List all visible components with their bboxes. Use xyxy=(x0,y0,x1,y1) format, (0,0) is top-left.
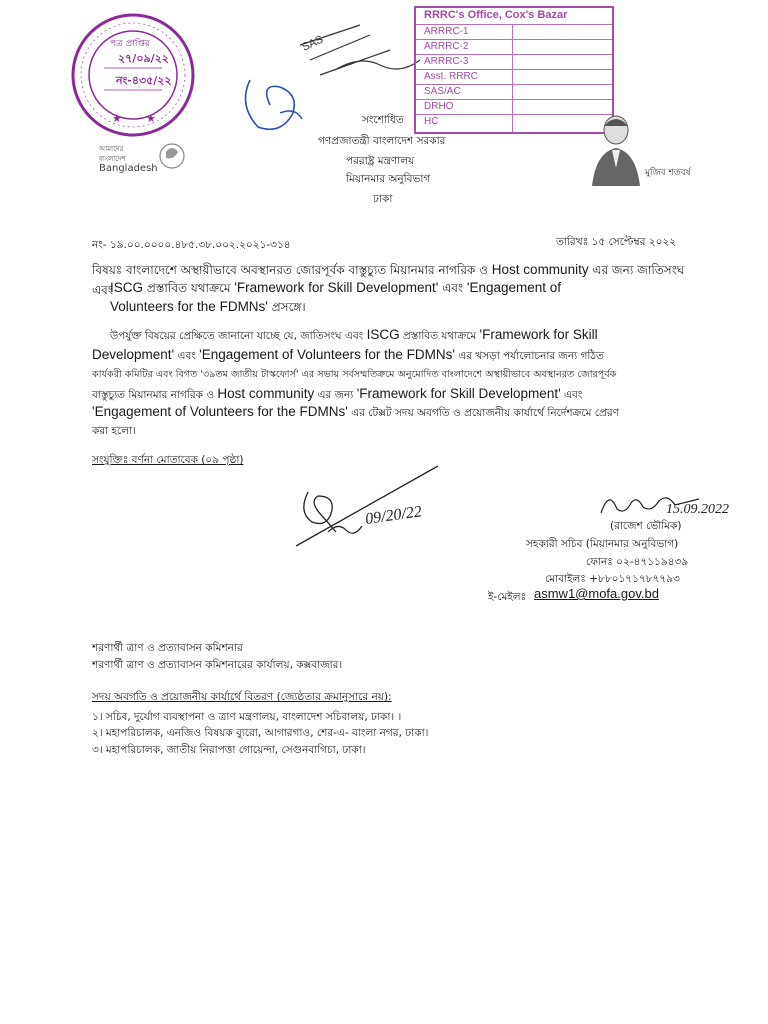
subject-text: 'Framework for Skill Development' xyxy=(234,280,439,295)
rrrc-row xyxy=(416,84,612,100)
body-text: বাস্তুচ্যুত মিয়ানমার নাগরিক ও xyxy=(92,389,218,401)
body-text: উপর্যুক্ত বিষয়ের প্রেক্ষিতে জানানো যাচ্ছে যে, জাতিসংঘ এবং xyxy=(110,330,367,342)
subject-text: Host community xyxy=(491,262,589,277)
subject-text: প্রসঙ্গে। xyxy=(267,300,306,314)
rrrc-row-label: SAS/AC xyxy=(424,86,461,97)
signer-mobile: মোবাইলঃ +৮৮০১৭১৭৮৭৭৯৩ xyxy=(545,573,680,585)
body-text: 'Engagement of Volunteers for the FDMNs' xyxy=(92,404,348,419)
body-text: এর জন্য xyxy=(314,389,357,401)
recipient-title: শরণার্থী ত্রাণ ও প্রত্যাবাসন কমিশনার xyxy=(92,642,243,654)
subject-text: ISCG xyxy=(110,280,144,295)
body-text: এর টেক্সট সদয় অবগতি ও প্রয়োজনীয় কার্যার্থে নির্দেশক্রমে প্রেরণ xyxy=(347,407,619,419)
seal-number: নং-৪৩৫/২২ xyxy=(116,74,172,87)
rrrc-row-label: ARRRC-2 xyxy=(424,41,469,52)
subject-text: এর জন্য জাতিসংঘ এবং xyxy=(92,263,685,297)
body-text: Development' xyxy=(92,347,175,362)
body-text: ISCG xyxy=(366,327,400,342)
recipient-office: শরণার্থী ত্রাণ ও প্রত্যাবাসন কমিশনারের কার্যালয়, কক্সবাজার। xyxy=(92,659,343,671)
subject-text: প্রস্তাবিত যথাক্রমে xyxy=(143,281,235,295)
body-text: 'Engagement of Volunteers for the FDMNs' xyxy=(199,347,455,362)
svg-text:★: ★ xyxy=(146,112,156,125)
signer-email-link[interactable]: asmw1@mofa.gov.bd xyxy=(534,586,659,601)
header-government: গণপ্রজাতন্ত্রী বাংলাদেশ সরকার xyxy=(318,135,446,147)
subject-text: বিষয়ঃ বাংলাদেশে অস্থায়ীভাবে অবস্থানরত জোরপূর্বক বাস্তুচ্যুত মিয়ানমার নাগরিক ও xyxy=(92,263,492,277)
svg-text:09/20/22: 09/20/22 xyxy=(364,503,423,528)
memo-number: নং- ১৯.০০.০০০০.৪৮৫.৩৮.০০২.২০২১-৩১৪ xyxy=(92,239,291,251)
body-text: প্রস্তাবিত যথাক্রমে xyxy=(399,330,480,342)
signer-phone: ফোনঃ ০২-৪৭১১৯৪৩৯ xyxy=(586,556,689,568)
subject-line-2 xyxy=(110,280,690,300)
rrrc-stamp-title: RRRC's Office, Cox's Bazar xyxy=(424,9,568,21)
body-text: এবং xyxy=(560,389,583,401)
rrrc-row xyxy=(416,24,612,40)
distribution-item: ২। মহাপরিচালক, এনজিও বিষয়ক ব্যুরো, আগারগাও, শের-এ- বাংলা নগর, ঢাকা। xyxy=(92,727,429,739)
header-wing: মিয়ানমার অনুবিভাগ xyxy=(346,173,431,185)
svg-text:SAS: SAS xyxy=(300,33,326,54)
signer-name: (রাজেশ ভৌমিক) xyxy=(610,520,682,532)
rrrc-row-label: ARRRC-3 xyxy=(424,56,469,67)
body-text: 'Framework for Skill Development' xyxy=(356,386,561,401)
memo-date: তারিখঃ ১৫ সেপ্টেম্বর ২০২২ xyxy=(556,236,677,248)
body-line-4 xyxy=(92,386,692,405)
body-text: এর খসড়া পর্যালোচনার জন্য গঠিত xyxy=(454,350,604,362)
body-text: এবং xyxy=(174,350,200,362)
subject-text: 'Engagement of xyxy=(466,280,562,295)
subject-line-3 xyxy=(110,299,690,319)
header-city: ঢাকা xyxy=(373,193,393,205)
handwritten-signature-left xyxy=(288,462,448,552)
rrrc-row-label: DRHO xyxy=(424,101,454,112)
seal-date-label: পত্র প্রাপ্তির xyxy=(110,39,150,49)
attachment-note: সংযুক্তিঃ বর্ণনা মোতাবেক (০৯ পৃষ্ঠা) xyxy=(92,454,244,466)
rrrc-row-label: Asst. RRRC xyxy=(424,71,478,82)
rrrc-row-label: HC xyxy=(424,116,439,127)
subject-text: এবং xyxy=(438,281,467,295)
distribution-heading: সদয় অবগতি ও প্রয়োজনীয় কার্যার্থে বিতরণ (জ্যেষ্ঠতার ক্রমানুসারে নয়): xyxy=(92,691,392,703)
seal-date: ২৭/০৯/২২ xyxy=(118,52,169,65)
distribution-item: ১। সচিব, দুর্যোগ ব্যবস্থাপনা ও ত্রাণ মন্ত্রণালয়, বাংলাদেশ সচিবালয়, ঢাকা। । xyxy=(92,711,402,723)
body-text: 'Framework for Skill xyxy=(479,327,598,342)
header-revised: সংশোধিত xyxy=(362,114,404,126)
body-line-1 xyxy=(110,327,710,346)
logo-line-1: আমাদের xyxy=(99,145,124,153)
body-line-5 xyxy=(92,404,692,423)
header-ministry: পররাষ্ট্র মন্ত্রণালয় xyxy=(346,155,415,167)
logo-line-2: বাংলাদেশ xyxy=(99,155,126,163)
distribution-item: ৩। মহাপরিচালক, জাতীয় নিরাপত্তা গোয়েন্দা, সেগুনবাগিচা, ঢাকা। xyxy=(92,744,366,756)
rrrc-row xyxy=(416,69,612,85)
signer-title: সহকারী সচিব (মিয়ানমার অনুবিভাগ) xyxy=(526,538,679,550)
portrait-caption: মুজিব শতবর্ষ xyxy=(645,168,691,178)
signature-date: 15.09.2022 xyxy=(666,502,729,517)
body-line-3: কার্যকরী কমিটির এবং বিগত '৩৯তম জাতীয় টাস্কফোর্স' এর সভায় সর্বসম্মতিক্রমে অনুমোদিত বাংলাদেশে অস্থায়ীভাবে অবস্থানরত জোরপূর্বক xyxy=(92,369,617,380)
body-line-6: করা হলো। xyxy=(92,425,136,437)
signer-email-label: ই-মেইলঃ xyxy=(488,591,527,603)
subject-text: Volunteers for the FDMNs' xyxy=(110,299,268,314)
rrrc-row-label: ARRRC-1 xyxy=(424,26,469,37)
body-line-2 xyxy=(92,347,692,366)
rrrc-row xyxy=(416,54,612,70)
body-text: Host community xyxy=(217,386,315,401)
svg-text:★: ★ xyxy=(112,112,122,125)
rrrc-row xyxy=(416,39,612,55)
logo-country: Bangladesh xyxy=(99,163,158,174)
